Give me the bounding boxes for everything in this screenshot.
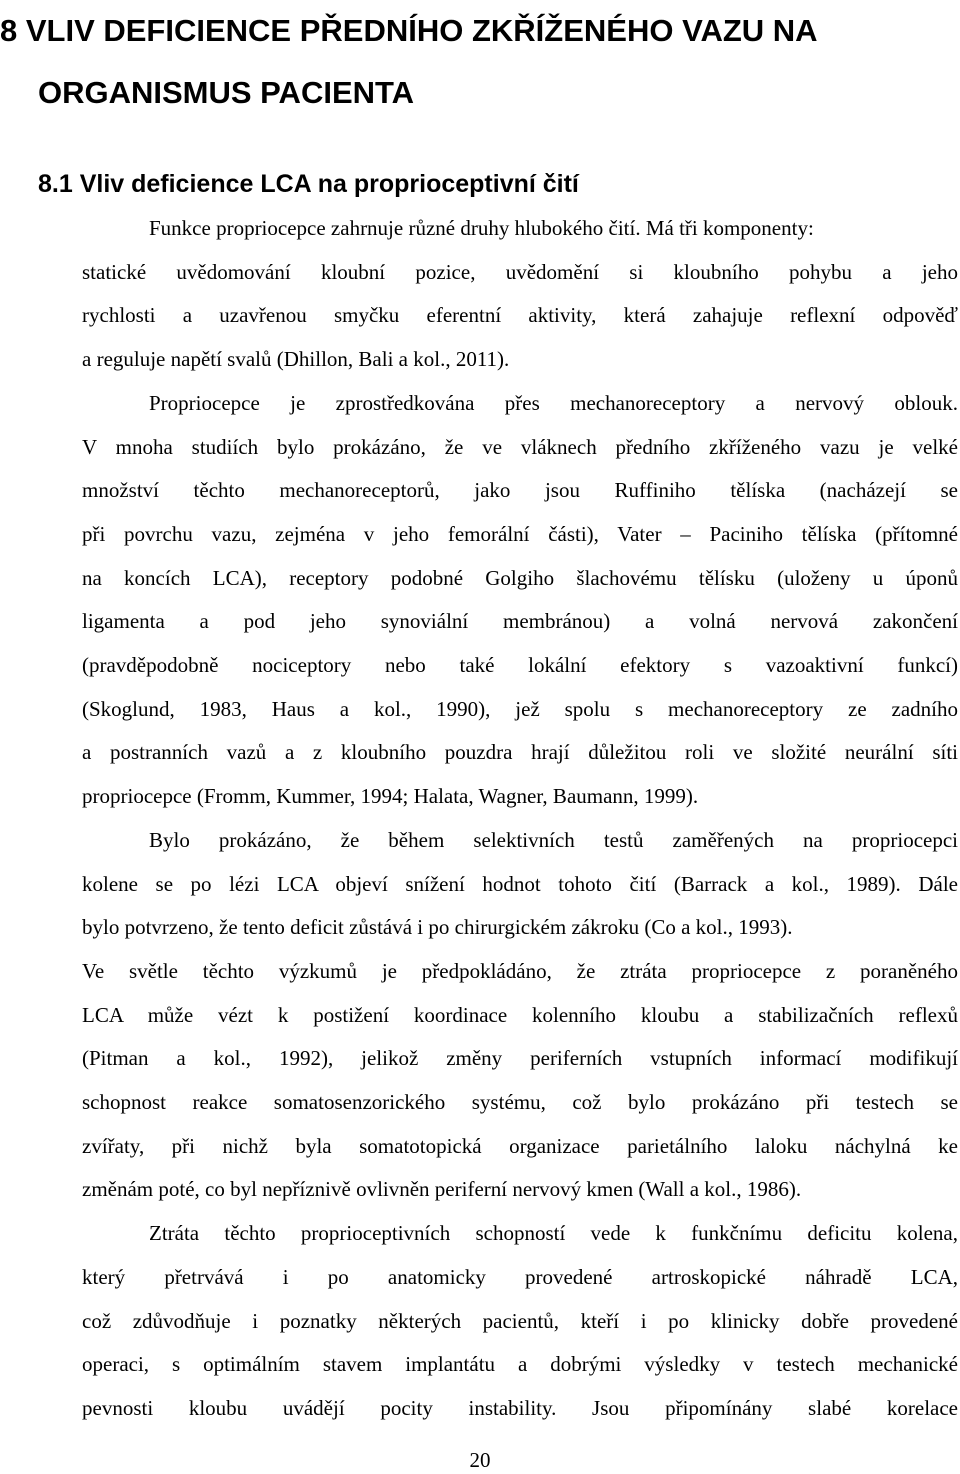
text-line: (Pitman a kol., 1992), jelikož změny periferních vstupních informací modifikují <box>82 1046 958 1071</box>
page-number: 20 <box>469 1448 491 1472</box>
text-line: kolene se po lézi LCA objeví snížení hodnot tohoto čití (Barrack a kol., 1989). Dále <box>82 871 958 896</box>
text-line: (pravděpodobně nociceptory nebo také lokální efektory s vazoaktivní funkcí) <box>82 653 958 678</box>
text-line: množství těchto mechanoreceptorů, jako jsou Ruffiniho tělíska (nacházejí se <box>82 478 958 503</box>
text-line: při povrchu vazu, zejména v jeho femorální části), Vater – Paciniho tělíska (přítomné <box>82 521 958 546</box>
text-line: V mnoha studiích bylo prokázáno, že ve vláknech předního zkříženého vazu je velké <box>82 434 958 459</box>
text-line: který přetrvává i po anatomicky provedené artroskopické náhradě LCA, <box>82 1264 958 1289</box>
text-line: rychlosti a uzavřenou smyčku eferentní aktivity, která zahajuje reflexní odpověď <box>82 303 958 328</box>
text-line: statické uvědomování kloubní pozice, uvědomění si kloubního pohybu a jeho <box>82 259 958 284</box>
text-line: pevnosti kloubu uvádějí pocity instability. Jsou připomínány slabé korelace <box>82 1395 958 1420</box>
chapter-heading-line-1: 8 VLIV DEFICIENCE PŘEDNÍHO ZKŘÍŽENÉHO VAZU NA <box>0 13 818 48</box>
text-line: ligamenta a pod jeho synoviální membránou) a volná nervová zakončení <box>82 609 958 634</box>
text-line: LCA může vézt k postižení koordinace kolenního kloubu a stabilizačních reflexů <box>82 1002 958 1027</box>
text-line: Ztráta těchto proprioceptivních schopností vede k funkčnímu deficitu kolena, <box>149 1221 958 1246</box>
section-heading: 8.1 Vliv deficience LCA na proprioceptivní čití <box>38 170 579 198</box>
text-line: bylo potvrzeno, že tento deficit zůstává i po chirurgickém zákroku (Co a kol., 1993). <box>82 915 793 940</box>
chapter-heading-line-2: ORGANISMUS PACIENTA <box>38 75 415 110</box>
text-line: zvířaty, při nichž byla somatotopická organizace parietálního laloku náchylná ke <box>82 1133 958 1158</box>
text-line: na koncích LCA), receptory podobné Golgiho šlachovému tělísku (uloženy u úponů <box>82 565 958 590</box>
chapter-heading <box>0 0 960 124</box>
text-line: což zdůvodňuje i poznatky některých pacientů, kteří i po klinicky dobře provedené <box>82 1308 958 1333</box>
text-line: změnám poté, co byl nepříznivě ovlivněn periferní nervový kmen (Wall a kol., 1986). <box>82 1177 802 1202</box>
text-line: (Skoglund, 1983, Haus a kol., 1990), jež spolu s mechanoreceptory ze zadního <box>82 696 958 721</box>
text-line: operaci, s optimálním stavem implantátu a dobrými výsledky v testech mechanické <box>82 1352 958 1377</box>
text-line: Funkce propriocepce zahrnuje různé druhy hlubokého čití. Má tři komponenty: <box>149 216 814 240</box>
text-line: propriocepce (Fromm, Kummer, 1994; Halata, Wagner, Baumann, 1999). <box>82 784 699 809</box>
text-line: schopnost reakce somatosenzorického systému, což bylo prokázáno při testech se <box>82 1090 958 1115</box>
text-line: a reguluje napětí svalů (Dhillon, Bali a kol., 2011). <box>82 347 510 372</box>
text-line: Bylo prokázáno, že během selektivních testů zaměřených na propriocepci <box>149 827 958 852</box>
text-line: Ve světle těchto výzkumů je předpokládáno, že ztráta propriocepce z poraněného <box>82 958 958 983</box>
text-line: a postranních vazů a z kloubního pouzdra hrají důležitou roli ve složité neurální síti <box>82 740 958 765</box>
body-text <box>82 207 958 1431</box>
text-line: Propriocepce je zprostředkována přes mechanoreceptory a nervový oblouk. <box>149 390 958 415</box>
